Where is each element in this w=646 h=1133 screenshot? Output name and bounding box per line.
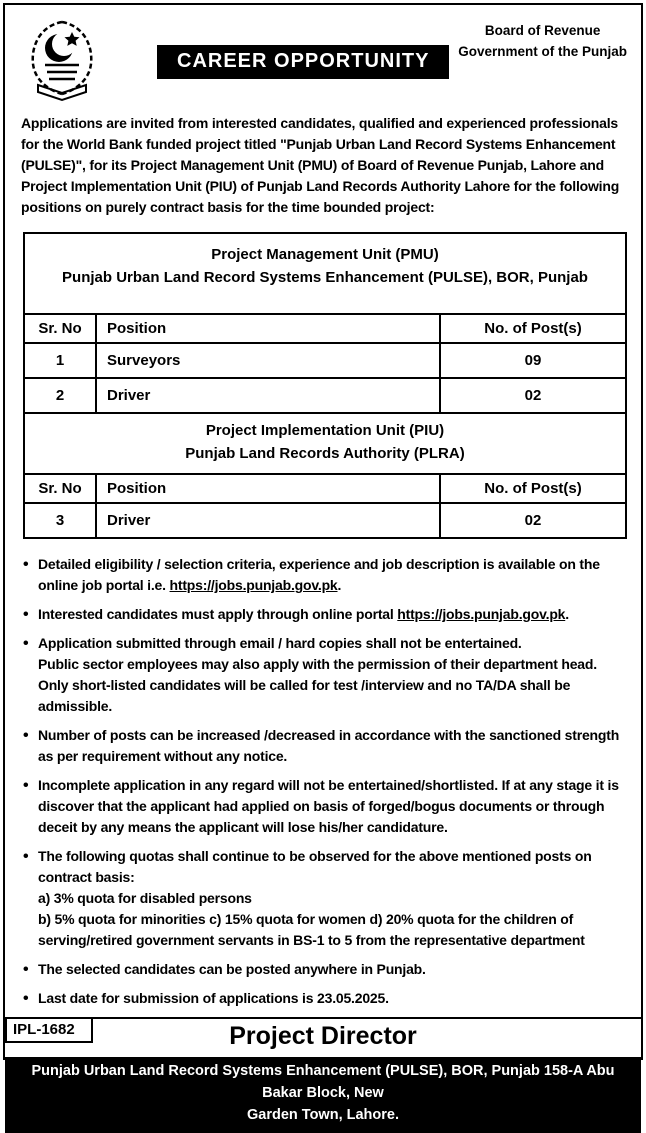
- project-director-title: Project Director: [229, 1022, 417, 1050]
- banner-title: CAREER OPPORTUNITY: [177, 50, 430, 72]
- bullet-text: Interested candidates must apply through online portal: [38, 606, 398, 622]
- piu-header-row: [24, 474, 626, 503]
- list-item: • Incomplete application in any regard will not be entertained/shortlisted. If at any stage it is discover that the applicant had applied on basis of forged/bogus documents or through deceit by any means the applicant will lose his/her candidature.: [21, 775, 625, 838]
- bullet-text: • Application submitted through email / hard copies shall not be entertained.: [38, 635, 522, 651]
- career-opportunity-banner: [157, 45, 449, 79]
- column-header-posts: No. of Post(s): [440, 314, 626, 343]
- row-sr-no: 3: [24, 503, 96, 538]
- column-header-sr-no: Sr. No: [24, 474, 96, 503]
- header: [5, 5, 641, 101]
- bullet-text: Public sector employees may also apply with the permission of their department head. Only short-listed candidates will be called for test /interview and no TA/DA shall be admissible.: [38, 656, 597, 714]
- row-sr-no: 2: [24, 378, 96, 413]
- address-bar: [5, 1057, 641, 1133]
- column-header-position: Position: [96, 314, 440, 343]
- bullet-text: • The following quotas shall continue to be observed for the above mentioned posts on contract basis:: [38, 848, 592, 885]
- piu-title-row: [24, 413, 626, 474]
- column-header-sr-no: Sr. No: [24, 314, 96, 343]
- row-position: Driver: [96, 503, 440, 538]
- pmu-title-line-2: Punjab Urban Land Record Systems Enhancement (PULSE), BOR, Punjab: [62, 268, 588, 286]
- list-item: [21, 846, 625, 951]
- punjab-government-emblem-icon: [21, 15, 103, 101]
- address-line-2: Garden Town, Lahore.: [247, 1106, 399, 1123]
- intro-paragraph: Applications are invited from interested candidates, qualified and experienced professionals for the World Bank funded project titled "Punjab Urban Land Record Systems Enhancement (PULSE)", for its Project Management Unit (PMU) of Board of Revenue Punjab, Lahore and Project Implementation Unit (PIU) of Punjab Land Records Authority Lahore for the following positions on purely contract basis for the time bounded project:: [21, 115, 620, 215]
- row-posts: 09: [440, 343, 626, 378]
- table-row: [24, 503, 626, 538]
- bullet-text: .: [565, 606, 569, 622]
- bullet-text: Detailed eligibility / selection criteria, experience and job description is available on the online job portal i.e.: [38, 556, 600, 593]
- pmu-header-row: [24, 314, 626, 343]
- terms-list: [21, 554, 625, 1017]
- list-item: [21, 554, 625, 596]
- column-header-position: Position: [96, 474, 440, 503]
- column-header-posts: No. of Post(s): [440, 474, 626, 503]
- list-item: [21, 633, 625, 717]
- list-item: • Last date for submission of applications is 23.05.2025.: [21, 988, 625, 1009]
- row-position: Driver: [96, 378, 440, 413]
- list-item: [21, 604, 625, 625]
- footer-top: [5, 1017, 641, 1057]
- piu-title-line-2: Punjab Land Records Authority (PLRA): [185, 444, 465, 462]
- org-line-1: Board of Revenue: [484, 23, 601, 38]
- row-position: Surveyors: [96, 343, 440, 378]
- bullet-text: .: [337, 577, 342, 593]
- footer: [5, 1017, 641, 1133]
- list-item: • Number of posts can be increased /decreased in accordance with the sanctioned strength as per requirement without any notice.: [21, 725, 625, 767]
- table-row: [24, 378, 626, 413]
- org-block: [458, 15, 627, 63]
- job-advertisement: [3, 3, 643, 1123]
- row-sr-no: 1: [24, 343, 96, 378]
- quota-line-a: a) 3% quota for disabled persons: [38, 890, 252, 906]
- quota-line-b: b) 5% quota for minorities c) 15% quota for women d) 20% quota for the children of serving/retired government servants in BS-1 to 5 from the representative department: [38, 911, 585, 948]
- pmu-title-cell: [24, 233, 626, 314]
- ipl-reference-badge: IPL-1682: [5, 1017, 93, 1043]
- pmu-title-line-1: Project Management Unit (PMU): [211, 246, 439, 263]
- jobs-portal-link[interactable]: https://jobs.punjab.gov.pk: [397, 606, 566, 622]
- table-row: [24, 343, 626, 378]
- piu-title-cell: [24, 413, 626, 474]
- row-posts: 02: [440, 503, 626, 538]
- positions-table: [23, 232, 627, 539]
- pmu-title-row: [24, 233, 626, 314]
- row-posts: 02: [440, 378, 626, 413]
- jobs-portal-link[interactable]: https://jobs.punjab.gov.pk: [169, 577, 338, 593]
- piu-title-line-1: Project Implementation Unit (PIU): [205, 422, 445, 439]
- org-line-2: Government of the Punjab: [458, 43, 627, 59]
- list-item: • The selected candidates can be posted anywhere in Punjab.: [21, 959, 625, 980]
- address-line-1: Punjab Urban Land Record Systems Enhancement (PULSE), BOR, Punjab 158-A Abu Bakar Block, New: [31, 1063, 615, 1101]
